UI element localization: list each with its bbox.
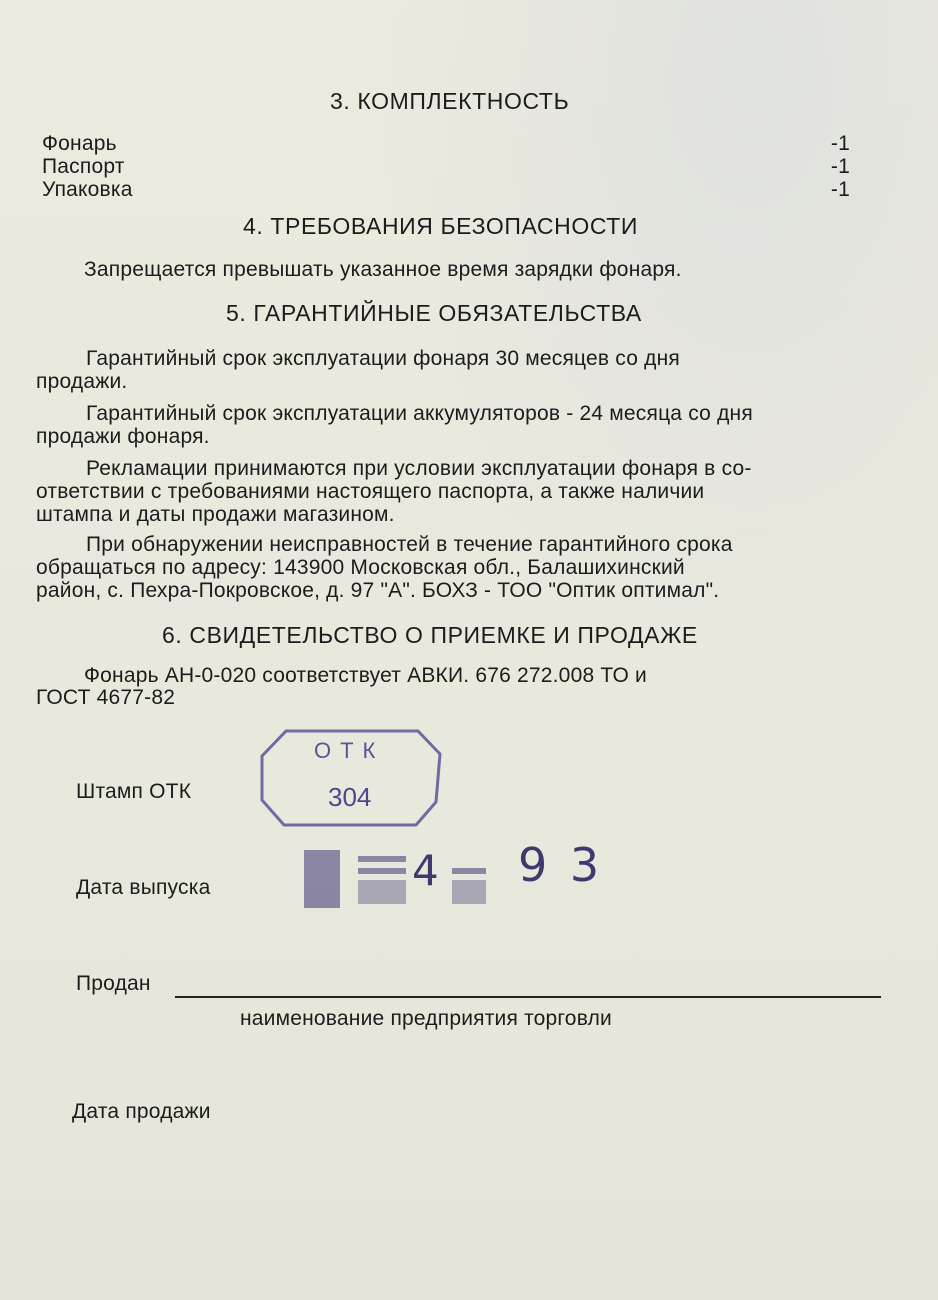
warranty-p4-line1: При обнаружении неисправностей в течение гарантийного срока bbox=[86, 533, 733, 556]
release-date-stamp bbox=[300, 828, 610, 910]
warranty-p3-line1: Рекламации принимаются при условии эксплуатации фонаря в со- bbox=[86, 457, 752, 480]
certification-line2: ГОСТ 4677-82 bbox=[36, 686, 176, 709]
warranty-p2-line2: продажи фонаря. bbox=[36, 425, 210, 448]
certification-line1: Фонарь АН-0-020 соответствует АВКИ. 676 272.008 ТО и bbox=[84, 664, 647, 687]
list-item-qty: -1 bbox=[830, 178, 850, 201]
stamp-otk-text: ОТК bbox=[314, 738, 385, 763]
warranty-p1-line2: продажи. bbox=[36, 370, 128, 393]
sale-date-label: Дата продажи bbox=[72, 1100, 211, 1123]
warranty-p4-line2: обращаться по адресу: 143900 Московская обл., Балашихинский bbox=[36, 556, 685, 579]
section-3-title: 3. КОМПЛЕКТНОСТЬ bbox=[330, 88, 570, 114]
section-4-title: 4. ТРЕБОВАНИЯ БЕЗОПАСНОСТИ bbox=[243, 213, 639, 239]
list-item-name: Упаковка bbox=[42, 178, 133, 201]
section-5-title: 5. ГАРАНТИЙНЫЕ ОБЯЗАТЕЛЬСТВА bbox=[226, 300, 642, 326]
section-6-title: 6. СВИДЕТЕЛЬСТВО О ПРИЕМКЕ И ПРОДАЖЕ bbox=[162, 622, 698, 648]
warranty-p4-line3: район, с. Пехра-Покровское, д. 97 "А". БОХЗ - ТОО "Оптик оптимал". bbox=[36, 579, 720, 602]
warranty-p3-line3: штампа и даты продажи магазином. bbox=[36, 503, 395, 526]
release-date-label: Дата выпуска bbox=[76, 876, 211, 899]
sold-label: Продан bbox=[76, 972, 151, 995]
warranty-p3-line2: ответствии с требованиями настоящего паспорта, а также наличии bbox=[36, 480, 705, 503]
list-item-name: Фонарь bbox=[42, 132, 117, 155]
stamp-otk-label: Штамп ОТК bbox=[76, 780, 192, 803]
sold-signature-line bbox=[175, 996, 881, 998]
list-item-qty: -1 bbox=[830, 155, 850, 178]
release-day: 4 bbox=[412, 846, 439, 895]
warranty-p1-line1: Гарантийный срок эксплуатации фонаря 30 месяцев со дня bbox=[86, 347, 680, 370]
stamp-number: 304 bbox=[328, 782, 372, 812]
list-item-name: Паспорт bbox=[42, 155, 125, 178]
safety-text: Запрещается превышать указанное время зарядки фонаря. bbox=[84, 258, 682, 281]
warranty-p2-line1: Гарантийный срок эксплуатации аккумуляторов - 24 месяца со дня bbox=[86, 402, 753, 425]
sold-caption: наименование предприятия торговли bbox=[240, 1007, 612, 1030]
otk-stamp bbox=[258, 728, 442, 828]
list-item-qty: -1 bbox=[830, 132, 850, 155]
release-year: 9 3 bbox=[518, 838, 604, 892]
